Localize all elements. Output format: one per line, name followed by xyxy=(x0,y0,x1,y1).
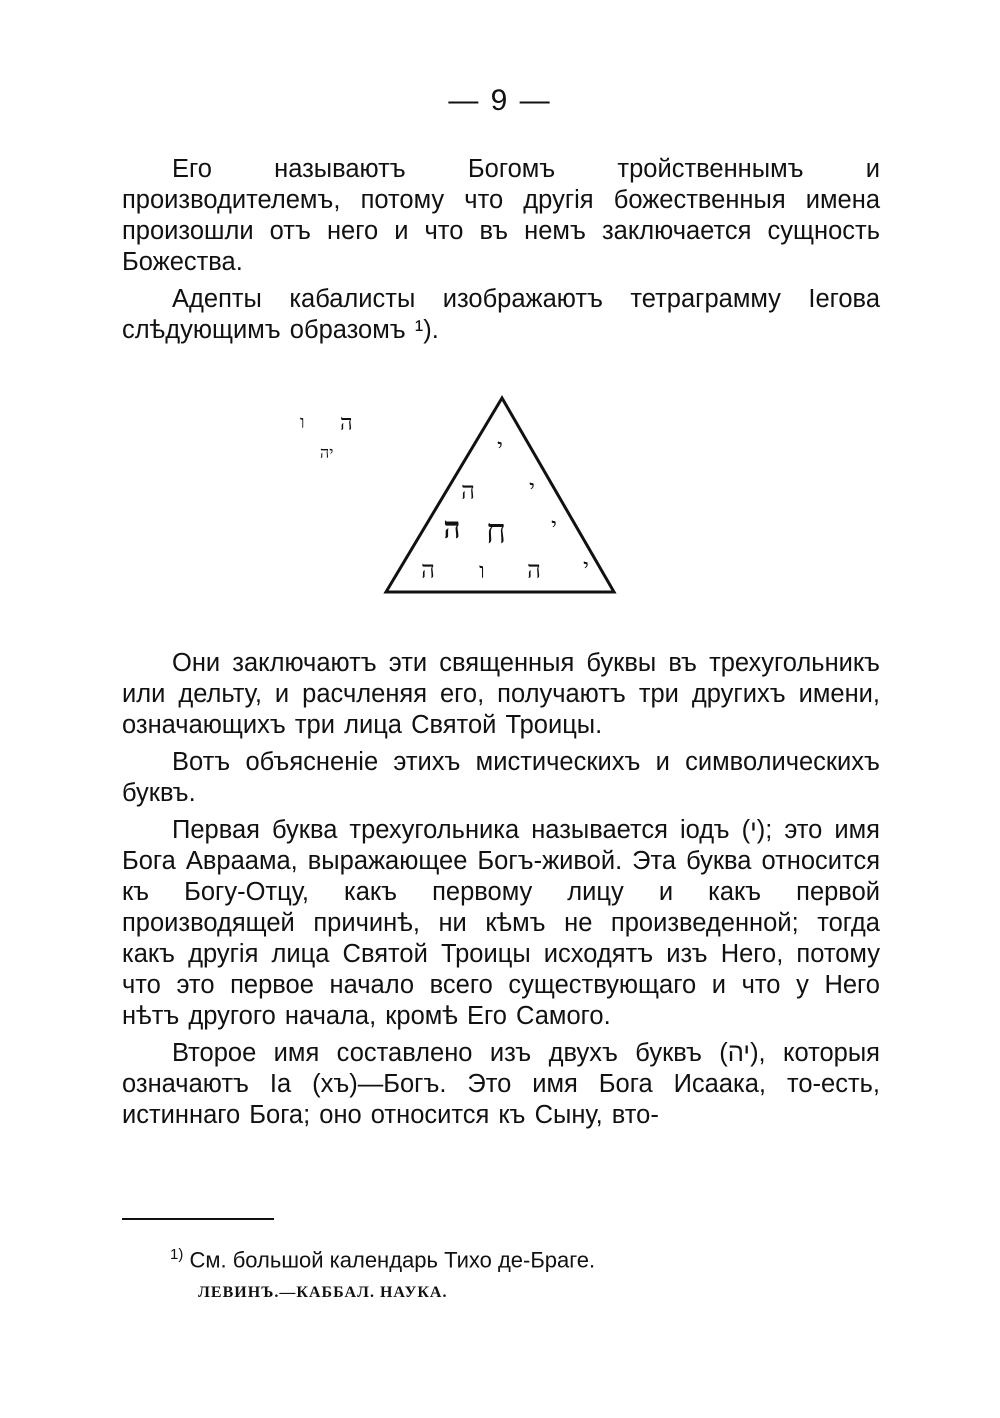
paragraph: Второе имя составлено изъ двухъ буквъ (יה), которыя означаютъ Іа (хъ)—Богъ. Это имя Бога Исаака, то-есть, истиннаго Бога; оно относится къ Сыну, вто- xyxy=(122,1039,880,1129)
text-block-top xyxy=(122,154,880,352)
hebrew-letter: י xyxy=(529,476,535,501)
hebrew-letter: י xyxy=(583,555,589,580)
footnote-text: См. большой календарь Тихо де-Браге. xyxy=(189,1247,596,1273)
page-number: — 9 — xyxy=(448,84,552,117)
paragraph: Вотъ объясненіе этихъ мистическихъ и символическихъ буквъ. xyxy=(122,748,880,807)
triangle-svg xyxy=(290,392,630,602)
hebrew-letter: ה xyxy=(461,477,475,505)
printer-signature: ЛЕВИНЪ.—КАББАЛ. НАУКА. xyxy=(198,1284,448,1301)
hebrew-letter: ה xyxy=(527,556,541,584)
footnote-divider xyxy=(122,1218,274,1220)
hebrew-letter: י xyxy=(497,435,503,460)
stray-mark: יה xyxy=(320,443,334,462)
footnote-marker: 1) xyxy=(170,1246,184,1263)
stray-mark: ה xyxy=(340,411,353,436)
paragraph: Они заключаютъ эти священныя буквы въ трехугольникъ или дельту, и расчленяя его, получаютъ три другихъ имени, означающихъ три лица Святой Троицы. xyxy=(122,649,880,739)
footnote xyxy=(170,1246,595,1273)
hebrew-letter: ה xyxy=(421,556,435,584)
hebrew-letter: ו xyxy=(479,559,485,584)
hebrew-letter: י xyxy=(551,514,557,539)
paragraph: Адепты кабалисты изображаютъ тетраграмму Іегова слѣдующимъ образомъ ¹). xyxy=(122,285,880,344)
stray-mark: ו xyxy=(300,412,305,433)
paragraph: Первая буква трехугольника называется іодъ (י); это имя Бога Авраама, выражающее Богъ-живой. Эта буква относится къ Богу-Отцу, какъ первому лицу и какъ первой производящей причинѣ, ни кѣмъ не произведенной; тогда какъ другія лица Святой Троицы исходятъ изъ Него, потому что это первое начало всего существующаго и что у Него нѣтъ другого начала, кромѣ Его Самого. xyxy=(122,816,880,1030)
text-block-bottom xyxy=(122,648,880,1137)
hebrew-letter: ה xyxy=(443,511,461,546)
hebrew-letter: ח xyxy=(485,512,507,552)
paragraph: Его называютъ Богомъ тройственнымъ и производителемъ, потому что другія божественныя имена произошли отъ него и что въ немъ заключается сущность Божества. xyxy=(122,155,880,276)
tetragram-triangle-figure xyxy=(290,392,630,602)
